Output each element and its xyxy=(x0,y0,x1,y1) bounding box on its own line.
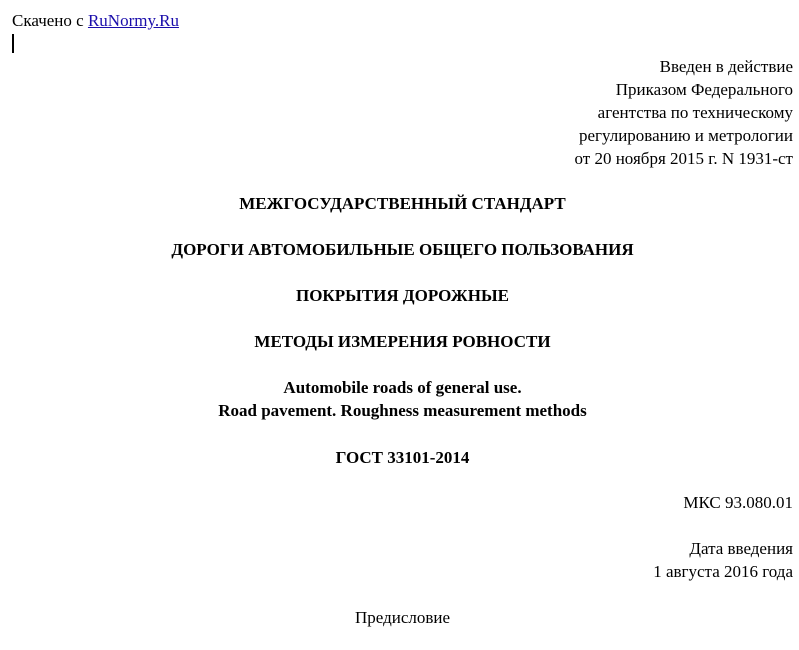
approval-line: агентства по техническому xyxy=(597,103,793,122)
english-title-line1: Automobile roads of general use. xyxy=(283,378,522,397)
gost-number: ГОСТ 33101-2014 xyxy=(335,448,470,467)
mks-code: МКС 93.080.01 xyxy=(683,493,793,512)
source-link[interactable]: RuNormy.Ru xyxy=(87,11,179,30)
approval-line: Введен в действие xyxy=(659,57,793,76)
approval-line: Приказом Федерального xyxy=(615,80,793,99)
source-line xyxy=(12,9,179,32)
english-title-line2: Road pavement. Roughness measurement methods xyxy=(218,401,587,420)
pavements-title: ПОКРЫТИЯ ДОРОЖНЫЕ xyxy=(295,286,509,305)
approval-block xyxy=(575,55,794,170)
approval-line: регулированию и метрологии xyxy=(578,126,793,145)
intro-date-label: Дата введения xyxy=(689,539,793,558)
interstate-standard-heading: МЕЖГОСУДАРСТВЕННЫЙ СТАНДАРТ xyxy=(239,194,566,213)
roads-title: ДОРОГИ АВТОМОБИЛЬНЫЕ ОБЩЕГО ПОЛЬЗОВАНИЯ xyxy=(171,240,634,259)
english-title xyxy=(0,376,799,422)
approval-line: от 20 ноября 2015 г. N 1931-ст xyxy=(574,149,793,168)
preface-heading: Предисловие xyxy=(354,608,451,627)
text-cursor xyxy=(12,34,14,53)
intro-date-block xyxy=(653,537,793,583)
methods-title: МЕТОДЫ ИЗМЕРЕНИЯ РОВНОСТИ xyxy=(254,332,551,351)
intro-date-value: 1 августа 2016 года xyxy=(653,562,793,581)
source-prefix: Скачено с xyxy=(12,11,84,30)
